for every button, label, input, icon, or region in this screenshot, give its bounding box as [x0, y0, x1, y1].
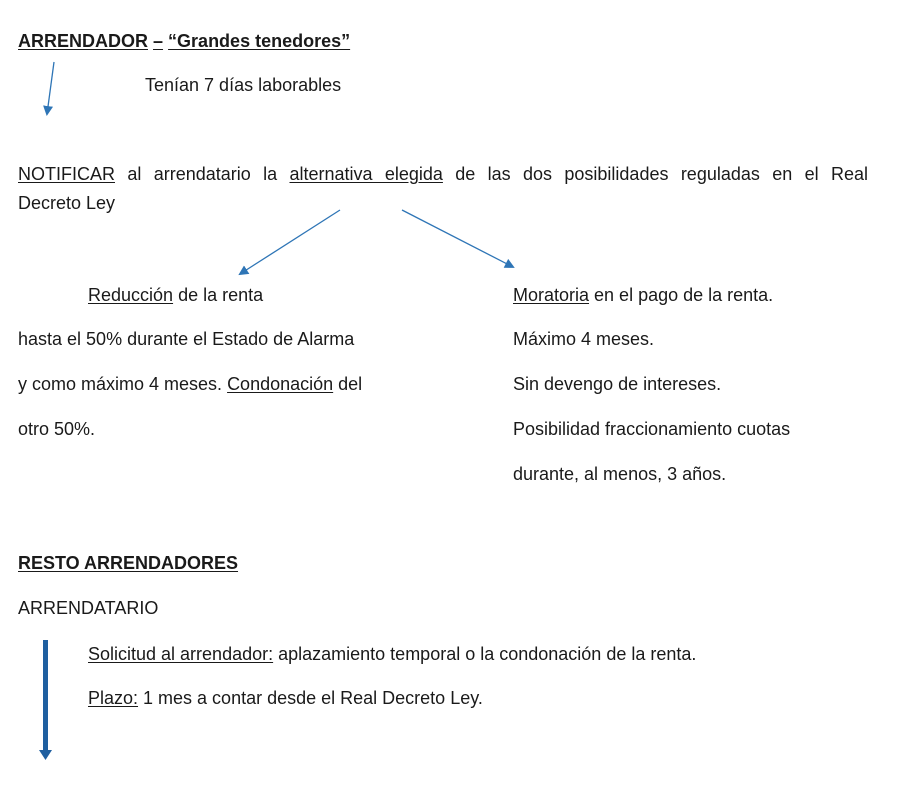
heading-grandes-tenedores: “Grandes tenedores”: [168, 31, 351, 51]
moratoria-line-1: [513, 284, 773, 306]
moratoria-line-4: Posibilidad fraccionamiento cuotas: [513, 419, 791, 439]
plazo-rest: 1 mes a contar desde el Real Decreto Ley.: [138, 688, 483, 708]
condonacion-word: Condonación: [227, 374, 334, 394]
subheading-arrendatario: ARRENDATARIO: [18, 598, 159, 618]
reduccion-line-2: hasta el 50% durante el Estado de Alarma: [18, 329, 355, 349]
moratoria-line-5: durante, al menos, 3 años.: [513, 464, 727, 484]
notify-line-2: Decreto Ley: [18, 193, 116, 213]
heading-arrendador-label: ARRENDADOR: [18, 31, 148, 51]
heading-dash: –: [153, 31, 164, 51]
solicitud-line: [88, 643, 696, 665]
moratoria-rest: en el pago de la renta.: [589, 285, 774, 305]
arrow-down-heading: [47, 62, 54, 114]
note-dias-laborables: Tenían 7 días laborables: [145, 75, 342, 95]
plazo-label: Plazo:: [88, 688, 139, 708]
moratoria-line-2: Máximo 4 meses.: [513, 329, 655, 349]
alternativa-elegida: alternativa elegida: [289, 164, 443, 184]
moratoria-line-3: Sin devengo de intereses.: [513, 374, 722, 394]
reduccion-line-3-a: y como máximo 4 meses.: [18, 374, 228, 394]
notificar-word: NOTIFICAR: [18, 164, 115, 184]
heading-resto-arrendadores: RESTO ARRENDADORES: [18, 553, 239, 573]
heading-arrendador: [18, 30, 350, 52]
thick-arrow-down: [39, 640, 52, 760]
arrow-to-moratoria: [402, 210, 513, 267]
reduccion-line-4: otro 50%.: [18, 419, 96, 439]
notify-text-1: al arrendatario la: [115, 164, 290, 184]
notify-text-2: de las dos posibilidades reguladas en el Real: [442, 164, 868, 184]
reduccion-rest: de la renta: [173, 285, 264, 305]
arrow-to-reduccion: [240, 210, 340, 274]
reduccion-word: Reducción: [88, 285, 174, 305]
plazo-line: [88, 687, 483, 709]
solicitud-rest: aplazamiento temporal o la condonación de la renta.: [273, 644, 697, 664]
reduccion-line-3-b: del: [333, 374, 363, 394]
moratoria-word: Moratoria: [513, 285, 590, 305]
notify-line-1: [18, 163, 868, 185]
reduccion-line-1: [88, 284, 263, 306]
reduccion-line-3: [18, 373, 362, 395]
solicitud-label: Solicitud al arrendador:: [88, 644, 274, 664]
